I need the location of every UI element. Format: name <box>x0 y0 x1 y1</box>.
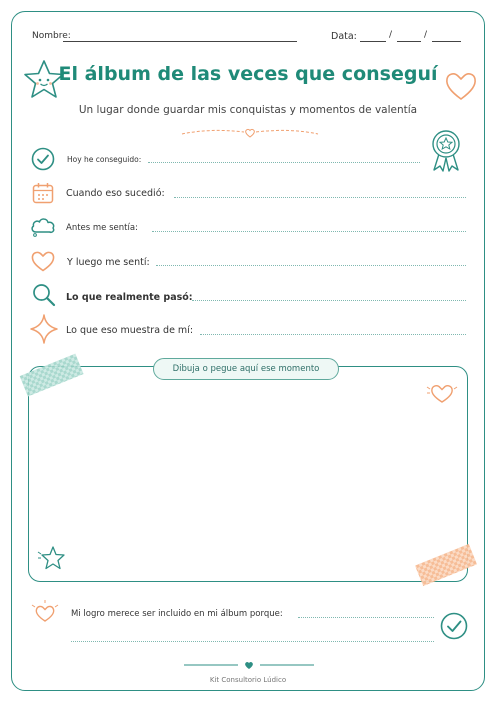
date-year-field[interactable] <box>432 41 461 42</box>
calendar-icon <box>31 181 55 205</box>
answer-line[interactable] <box>148 162 420 163</box>
answer-line[interactable] <box>152 231 466 232</box>
divider-decoration <box>180 126 320 140</box>
drawing-area[interactable] <box>28 366 468 582</box>
page-subtitle: Un lugar donde guardar mis conquistas y momentos de valentía <box>78 104 418 116</box>
answer-line[interactable] <box>174 197 466 198</box>
final-prompt: Mi logro merece ser incluido en mi álbum porque: <box>71 609 283 619</box>
name-label: Nombre: <box>32 31 71 41</box>
page-title: El álbum de las veces que conseguí <box>58 63 438 85</box>
footer-text: Kit Consultorio Lúdico <box>209 676 287 684</box>
row-label: Y luego me sentí: <box>67 257 150 268</box>
check-circle-icon <box>31 147 55 171</box>
answer-line[interactable] <box>192 300 466 301</box>
drawing-area-label: Dibuja o pegue aquí ese momento <box>153 358 339 380</box>
date-separator: / <box>424 30 428 40</box>
row-label: Antes me sentía: <box>66 223 138 233</box>
magnifier-icon <box>31 282 57 308</box>
answer-line[interactable] <box>200 334 466 335</box>
heart-icon <box>30 598 60 626</box>
heart-icon <box>30 249 56 273</box>
date-separator: / <box>389 30 393 40</box>
star-icon <box>36 544 66 572</box>
medal-icon <box>428 128 464 172</box>
footer-divider <box>182 659 316 671</box>
cloud-icon <box>29 213 57 237</box>
answer-line[interactable] <box>71 641 434 642</box>
sparkle-icon <box>29 313 59 345</box>
row-label: Lo que eso muestra de mí: <box>66 325 194 336</box>
date-label: Data: <box>331 31 357 42</box>
row-label: Lo que realmente pasó: <box>66 292 193 303</box>
row-label: Hoy he conseguido: <box>67 155 142 164</box>
check-circle-icon <box>439 611 469 641</box>
answer-line[interactable] <box>156 265 466 266</box>
date-month-field[interactable] <box>397 41 421 42</box>
answer-line[interactable] <box>298 617 434 618</box>
washi-tape-decoration <box>412 542 480 588</box>
date-day-field[interactable] <box>360 41 386 42</box>
heart-icon <box>424 378 460 406</box>
row-label: Cuando eso sucedió: <box>66 188 165 199</box>
name-field[interactable] <box>63 41 297 42</box>
washi-tape-decoration <box>16 352 88 400</box>
